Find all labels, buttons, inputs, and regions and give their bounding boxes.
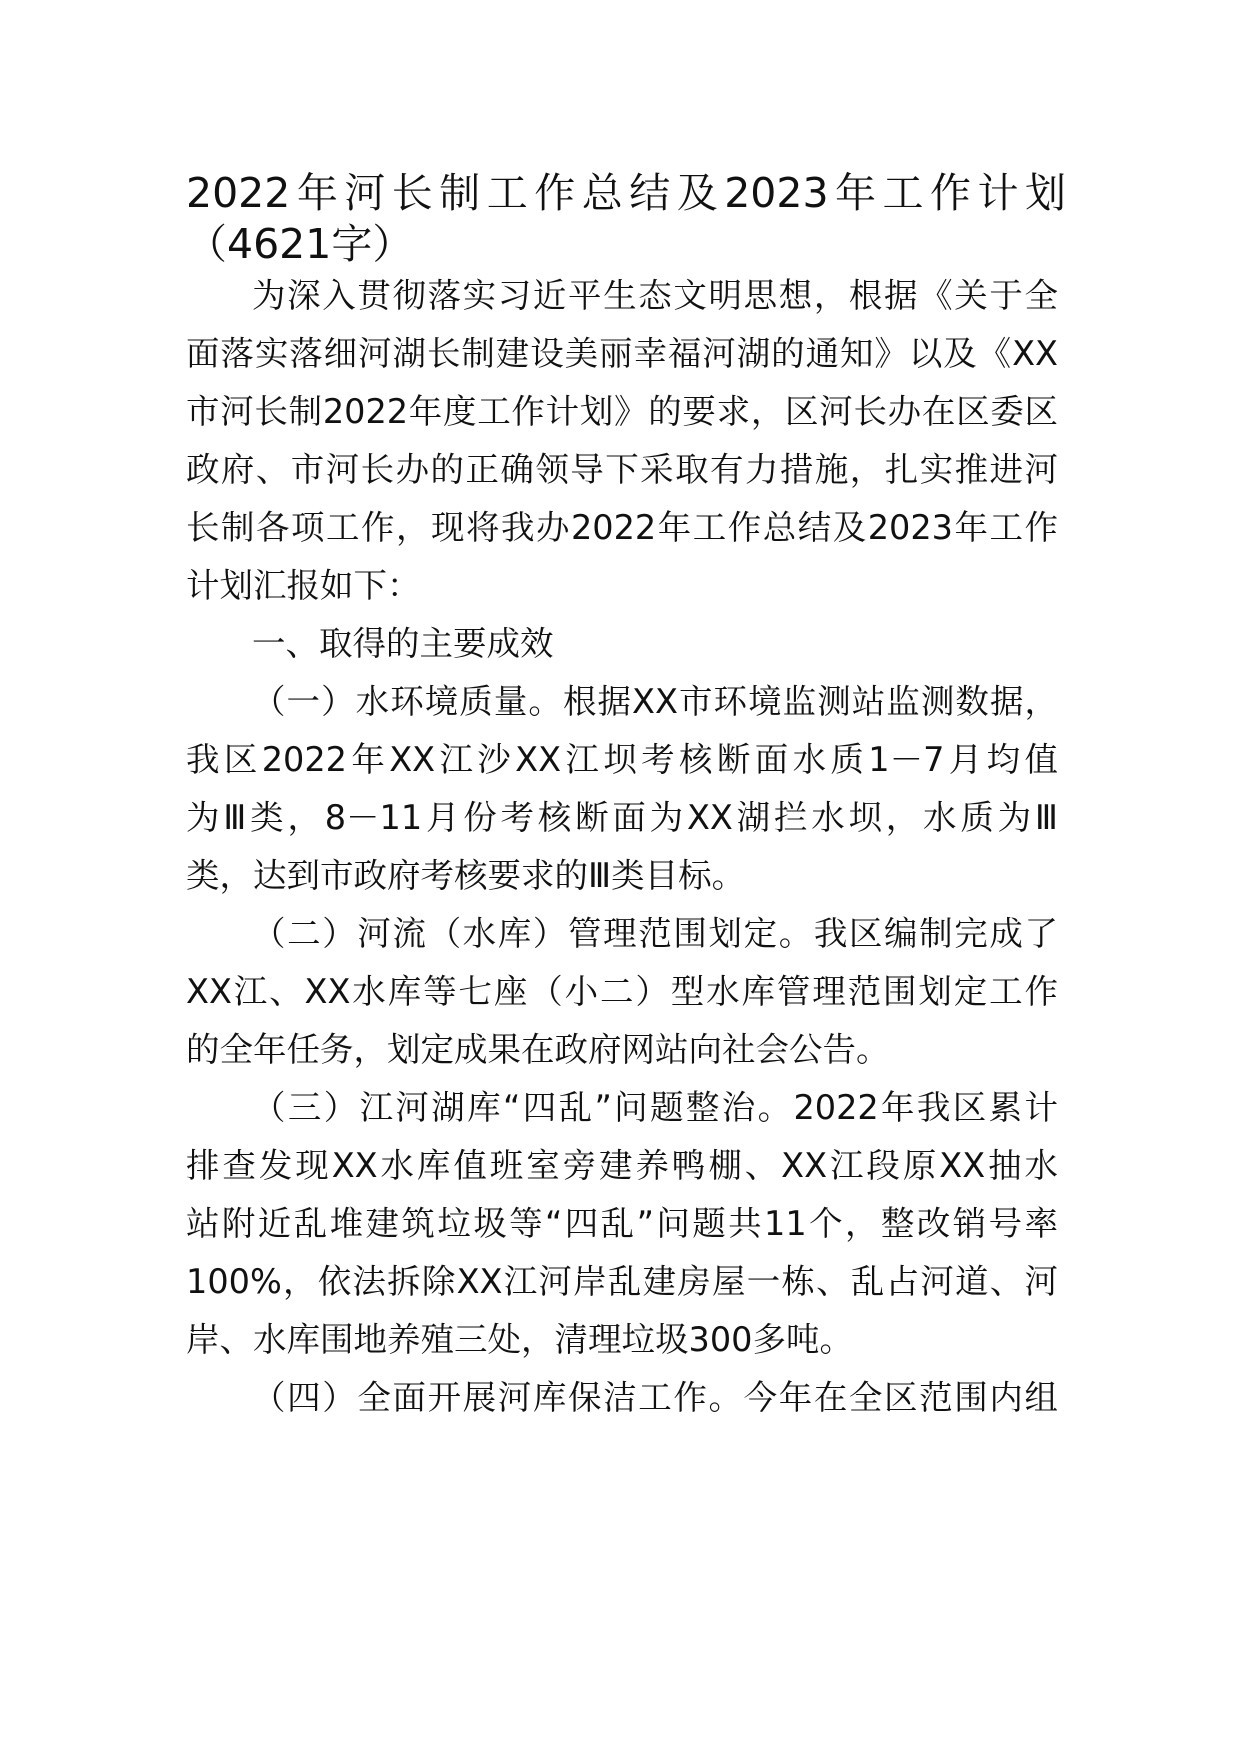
paragraph-line: 的全年任务，划定成果在政府网站向社会公告。 [186, 1030, 890, 1069]
paragraph-line: 100%，依法拆除XX江河岸乱建房屋一栋、乱占河道、河 [186, 1262, 1058, 1301]
paragraph-line: （一）水环境质量。根据XX市环境监测站监测数据， [252, 682, 1058, 721]
paragraph-line: 排查发现XX水库值班室旁建养鸭棚、XX江段原XX抽水 [186, 1146, 1058, 1185]
paragraph-line: 政府、市河长办的正确领导下采取有力措施，扎实推进河 [186, 450, 1058, 489]
paragraph-line: 长制各项工作，现将我办2022年工作总结及2023年工作 [186, 508, 1058, 547]
paragraph-line: 面落实落细河湖长制建设美丽幸福河湖的通知》以及《XX [186, 334, 1058, 373]
paragraph-line: 计划汇报如下： [186, 566, 421, 605]
paragraph-line: 我区2022年XX江沙XX江坝考核断面水质1－7月均值 [186, 740, 1058, 779]
paragraph-line: 岸、水库围地养殖三处，清理垃圾300多吨。 [186, 1320, 853, 1359]
paragraph-line: （四）全面开展河库保洁工作。今年在全区范围内组 [252, 1378, 1058, 1417]
paragraph-line: XX江、XX水库等七座（小二）型水库管理范围划定工作 [186, 972, 1058, 1011]
paragraph-line: （三）江河湖库“四乱”问题整治。2022年我区累计 [252, 1088, 1058, 1127]
paragraph-line: （二）河流（水库）管理范围划定。我区编制完成了 [252, 914, 1058, 953]
section-heading: 一、取得的主要成效 [252, 624, 554, 663]
paragraph-line: 市河长制2022年度工作计划》的要求，区河长办在区委区 [186, 392, 1058, 431]
paragraph-line: 站附近乱堆建筑垃圾等“四乱”问题共11个，整改销号率 [186, 1204, 1058, 1243]
paragraph-line: 为Ⅲ类，8－11月份考核断面为XX湖拦水坝，水质为Ⅲ [186, 798, 1058, 837]
document-title: 2022年河长制工作总结及2023年工作计划（4621字） [186, 169, 1066, 268]
paragraph-line: 类，达到市政府考核要求的Ⅲ类目标。 [186, 856, 746, 895]
paragraph-line: 为深入贯彻落实习近平生态文明思想，根据《关于全 [252, 276, 1058, 315]
